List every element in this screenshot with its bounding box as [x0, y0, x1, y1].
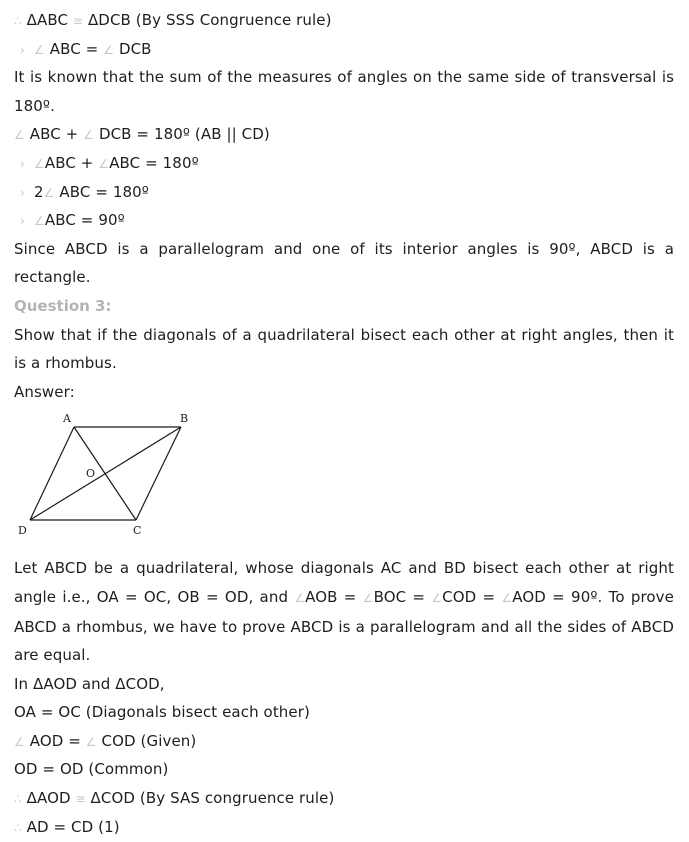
angle-symbol: ∠ — [83, 128, 95, 143]
text: DCB — [118, 39, 152, 58]
angle-symbol: ∠ — [43, 185, 55, 200]
implies-symbol: › — [20, 42, 25, 57]
text: COD (Given) — [96, 731, 197, 750]
text: COD = — [442, 587, 502, 606]
text: ΔAOD — [21, 789, 76, 808]
answer-label: Answer: — [14, 382, 75, 401]
congruence-sss-line — [14, 6, 674, 35]
text: AOD = — [24, 731, 86, 750]
transversal-paragraph: It is known that the sum of the measures of angles on the same side of transversal is 180º. — [14, 68, 674, 115]
oa-oc-line: OA = OC (Diagonals bisect each other) — [14, 703, 310, 722]
ad-cd-line — [14, 813, 674, 842]
vertex-label-b: B — [180, 412, 189, 426]
let-abcd-paragraph — [14, 554, 674, 669]
angle-symbol: ∠ — [294, 590, 306, 605]
text: ABC = 180º — [109, 153, 199, 172]
angle-symbol: ∠ — [34, 156, 45, 171]
angle-symbol: ∠ — [34, 42, 45, 57]
angle-symbol: ∠ — [34, 214, 45, 229]
rhombus-figure — [14, 410, 214, 554]
angle-symbol: ∠ — [85, 734, 97, 749]
angle-symbol: ∠ — [501, 590, 513, 605]
rhombus-diagram — [14, 410, 214, 554]
congruent-symbol: ≅ — [75, 792, 86, 807]
angle-sum-line — [14, 120, 674, 149]
therefore-symbol: ∴ — [14, 14, 22, 28]
angle-symbol: ∠ — [14, 734, 25, 749]
rectangle-conclusion-paragraph: Since ABCD is a parallelogram and one of its interior angles is 90º, ABCD is a rectangle. — [14, 239, 674, 287]
od-common-line: OD = OD (Common) — [14, 760, 169, 779]
congruent-symbol: ≅ — [72, 14, 84, 28]
text: ΔCOD (By SAS congruence rule) — [85, 789, 335, 808]
question-heading: Question 3: — [14, 296, 112, 315]
two-angle-line — [14, 178, 674, 207]
angle-equality-line — [14, 35, 674, 64]
angle-symbol: ∠ — [98, 156, 110, 171]
vertex-label-o: O — [86, 467, 96, 481]
therefore-symbol: ∴ — [14, 792, 22, 807]
double-angle-line — [14, 149, 674, 178]
text: ΔABC — [26, 11, 73, 29]
angle-aod-cod-line — [14, 727, 674, 756]
text: 2 — [34, 182, 44, 201]
implies-symbol: › — [20, 156, 25, 171]
angle-symbol: ∠ — [431, 590, 443, 605]
angle-symbol: ∠ — [14, 128, 25, 143]
text: ABC + — [44, 153, 99, 172]
document-page — [14, 6, 674, 841]
text: ABC = 90º — [44, 211, 125, 230]
implies-symbol: › — [20, 185, 25, 200]
therefore-symbol: ∴ — [14, 820, 22, 835]
text: ABC + — [29, 125, 84, 144]
text: AOD = 90º. To prove ABCD a rhombus, we have to prove ABCD is a parallelogram and all the sides of ABCD are equal. — [14, 587, 674, 665]
text: ABC = 180º — [54, 182, 149, 201]
triangles-intro-line: In ΔAOD and ΔCOD, — [14, 674, 165, 693]
ninety-degree-line — [14, 206, 674, 235]
vertex-label-c: C — [133, 524, 142, 538]
question-text: Show that if the diagonals of a quadrilateral bisect each other at right angles, then it is a rhombus. — [14, 325, 674, 373]
text: Let ABCD be a quadrilateral, whose diagonals AC and BD bisect each other at right angle i.e., OA = OC, OB = OD, and — [14, 559, 674, 606]
text: AOB = — [305, 587, 363, 606]
text: ΔDCB (By SSS Congruence rule) — [83, 11, 332, 29]
angle-symbol: ∠ — [362, 590, 374, 605]
implies-symbol: › — [20, 214, 25, 229]
text: AD = CD (1) — [21, 817, 120, 836]
text: DCB = 180º (AB || CD) — [98, 125, 270, 144]
angle-symbol: ∠ — [103, 42, 115, 57]
text: BOC = — [373, 587, 432, 606]
vertex-label-a: A — [63, 412, 71, 426]
vertex-label-d: D — [18, 524, 27, 538]
congruence-sas-line — [14, 784, 674, 813]
text: ABC = — [49, 39, 104, 58]
